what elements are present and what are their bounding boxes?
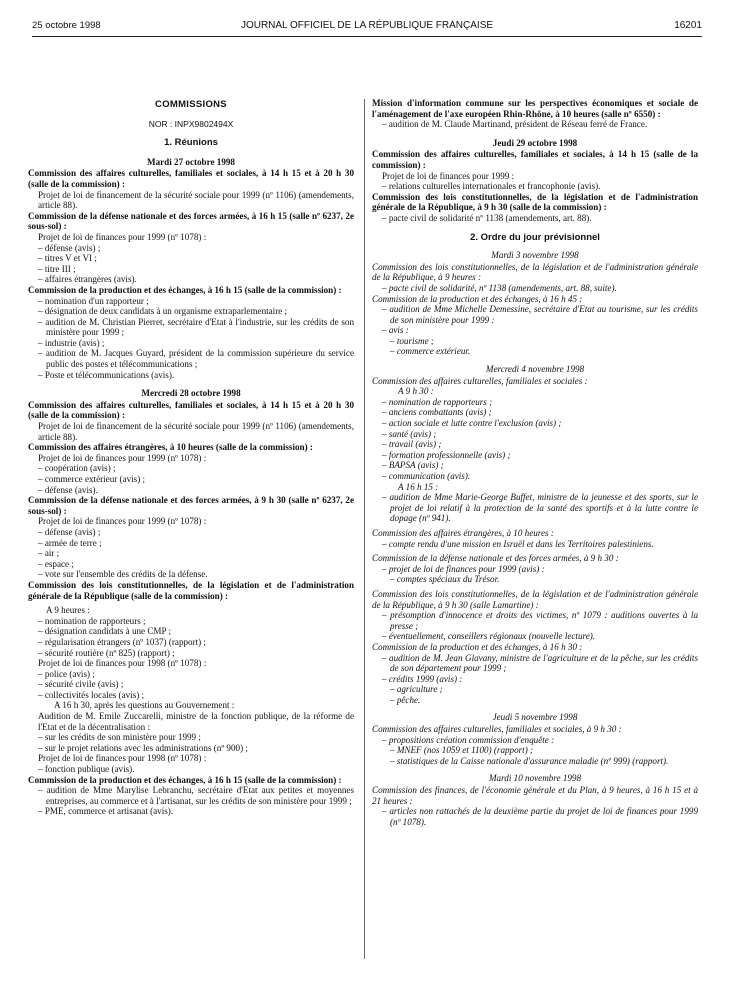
agenda-item: – défense (avis) ;	[38, 242, 101, 253]
meeting-entry: Commission des affaires culturelles, familiales et sociales :	[372, 375, 588, 386]
agenda-item: – anciens combattants (avis) ;	[382, 407, 492, 418]
agenda-item: – commerce extérieur (avis) ;	[38, 474, 146, 484]
section-heading-reunions: 1. Réunions	[164, 137, 218, 149]
nor-reference: NOR : INPX9802494X	[148, 118, 234, 129]
agenda-item: – Poste et télécommunications (avis).	[38, 369, 175, 380]
agenda-subitem: – tourisme ;	[390, 335, 434, 346]
meeting-entry: Commission de la défense nationale et des forces armées, à 9 h 30 (salle nº 6237, 2e sous-sol) :	[28, 495, 354, 516]
header-date: 25 octobre 1998	[32, 20, 101, 31]
agenda-item: – BAPSA (avis) ;	[382, 460, 444, 471]
agenda-item: – nomination de rapporteurs ;	[382, 396, 493, 407]
agenda-item: – air ;	[38, 548, 60, 559]
meeting-entry: Commission de la production et des échanges, à 16 h 30 :	[372, 641, 583, 652]
meeting-entry: Commission des affaires culturelles, familiales et sociales, à 9 h 30 :	[372, 724, 622, 735]
agenda-text: Projet de loi de financement de la sécurité sociale pour 1999 (nº 1106) (amendements, article 88).	[38, 421, 354, 442]
agenda-text: Projet de loi de finances pour 1998 (nº 1078) :	[38, 753, 207, 764]
agenda-subitem: – MNEF (nos 1059 et 1100) (rapport) ;	[390, 745, 534, 756]
date-heading: Mercredi 28 octobre 1998	[141, 388, 241, 399]
meeting-entry: Commission des affaires culturelles, familiales et sociales, à 14 h 15 et à 20 h 30 (salle de la commission) :	[28, 399, 354, 421]
agenda-item: – éventuellement, conseillers régionaux (nouvelle lecture).	[382, 631, 596, 642]
date-heading: Mardi 3 novembre 1998	[491, 250, 579, 261]
agenda-item: – avis :	[382, 325, 409, 336]
meeting-entry: Commission de la production et des échanges, à 16 h 45 :	[372, 293, 583, 304]
agenda-item: – espace ;	[38, 558, 74, 569]
meeting-entry: Commission de la défense nationale et des forces armées, à 9 h 30 :	[372, 553, 619, 564]
meeting-entry: Commission de la production et des échanges, à 16 h 15 (salle de la commission) :	[28, 774, 342, 785]
agenda-item: – désignation candidats à une CMP ;	[38, 626, 172, 637]
agenda-subitem: – agriculture ;	[390, 684, 443, 695]
agenda-item: – coopération (avis) ;	[38, 463, 116, 474]
agenda-item: – audition de Mme Marie-George Buffet, ministre de la jeunesse et des sports, sur le projet de loi relatif à la protection de la santé des sportifs et à la lutte contre le dopage (nº 941).	[382, 492, 698, 524]
agenda-item: – défense (avis) ;	[38, 526, 101, 537]
agenda-item: – audition de M. Christian Pierret, secrétaire d'Etat à l'industrie, sur les crédits de son ministère pour 1999 ;	[38, 316, 354, 338]
date-heading: Jeudi 29 octobre 1998	[492, 137, 578, 148]
meeting-entry: Mission d'information commune sur les perspectives économiques et sociale de l'aménagement de l'axe européen Rhin-Rhône, à 10 heures (salle nº 6550) :	[372, 98, 698, 119]
meeting-entry: Commission de la production et des échanges, à 16 h 15 (salle de la commission) :	[28, 284, 342, 295]
agenda-text: Projet de loi de finances pour 1999 (nº 1078) :	[38, 516, 207, 527]
agenda-item: – sur les crédits de son ministère pour 1999 ;	[38, 732, 201, 743]
agenda-item: – vote sur l'ensemble des crédits de la défense.	[38, 569, 208, 580]
agenda-item: – désignation de deux candidats à un organisme extraparlementaire ;	[38, 306, 288, 317]
agenda-subitem: – comptes spéciaux du Trésor.	[390, 574, 500, 585]
meeting-entry: Commission des lois constitutionnelles, de la législation et de l'administration générale de la République (salle de la commission) :	[28, 579, 354, 601]
right-column	[372, 98, 698, 827]
agenda-item: – affaires étrangères (avis).	[38, 274, 137, 285]
agenda-item: – sécurité routière (nº 825) (rapport) ;	[38, 647, 175, 658]
time-slot: A 9 heures :	[46, 605, 90, 616]
header-journal-title: JOURNAL OFFICIEL DE LA RÉPUBLIQUE FRANÇAISE	[240, 20, 494, 31]
agenda-item: – PME, commerce et artisanat (avis).	[38, 806, 174, 817]
agenda-item: – présomption d'innocence et droits des victimes, nº 1079 : auditions ouvertes à la presse ;	[382, 610, 698, 631]
meeting-entry: Commission des lois constitutionnelles, de la législation et de l'administration générale de la République, à 9 heures :	[372, 261, 698, 283]
meeting-entry: Commission des lois constitutionnelles, de la législation et de l'administration générale de la République, à 9 h 30 (salle Lamartine) :	[372, 588, 698, 610]
agenda-item: – audition de Mme Michelle Demessine, secrétaire d'Etat au tourisme, sur les crédits de son ministère pour 1999 :	[382, 304, 698, 325]
section-title: COMMISSIONS	[155, 99, 227, 110]
agenda-item: – santé (avis) ;	[382, 428, 437, 439]
agenda-item: – audition de M. Jean Glavany, ministre de l'agriculture et de la pêche, sur les crédits de son département pour 1999 ;	[382, 652, 698, 674]
column-separator	[364, 99, 365, 959]
meeting-entry: Commission des affaires culturelles, familiales et sociales, à 14 h 15 et à 20 h 30 (salle de la commission) :	[28, 168, 354, 189]
agenda-item: – communication (avis).	[382, 471, 471, 481]
agenda-item: – industrie (avis) ;	[38, 337, 105, 348]
agenda-item: – articles non rattachés de la deuxième partie du projet de loi de finances pour 1999 (nº 1078).	[382, 806, 698, 827]
agenda-item: – travail (avis) ;	[382, 439, 442, 450]
page-header	[32, 20, 702, 34]
agenda-item: – audition de M. Claude Martinand, président de Réseau ferré de France.	[382, 119, 648, 130]
agenda-item: – sécurité civile (avis) ;	[38, 679, 124, 690]
date-heading: Mardi 27 octobre 1998	[147, 156, 235, 167]
agenda-item: – fonction publique (avis).	[38, 764, 135, 775]
date-heading: Mercredi 4 novembre 1998	[485, 364, 585, 375]
agenda-item: – régularisation étrangers (nº 1037) (rapport) ;	[38, 636, 206, 647]
header-page-number: 16201	[674, 20, 702, 31]
meeting-entry: Commission des lois constitutionnelles, de la législation et de l'administration générale de la République, à 9 h 30 (salle de la commission) :	[372, 191, 698, 213]
agenda-text: Projet de loi de finances pour 1998 (nº 1078) :	[38, 658, 207, 669]
agenda-item: – police (avis) ;	[38, 668, 95, 679]
agenda-text: Projet de loi de finances pour 1999 (nº 1078) :	[38, 231, 207, 242]
agenda-item: – armée de terre ;	[38, 537, 102, 548]
agenda-item: – sur le projet relations avec les administrations (nº 900) ;	[38, 742, 248, 753]
agenda-subitem: – commerce extérieur.	[390, 346, 471, 357]
agenda-item: – action sociale et lutte contre l'exclusion (avis) ;	[382, 418, 562, 429]
header-rule	[32, 36, 702, 37]
date-heading: Mardi 10 novembre 1998	[488, 773, 582, 784]
agenda-item: – crédits 1999 (avis) :	[382, 673, 463, 684]
meeting-entry: Commission des affaires étrangères, à 10 heures (salle de la commission) :	[28, 442, 313, 453]
agenda-item: – propositions création commission d'enquête :	[382, 734, 555, 745]
time-slot: A 9 h 30 :	[398, 386, 434, 397]
agenda-item: – pacte civil de solidarité, nº 1138 (amendements, art. 88, suite).	[382, 282, 617, 293]
agenda-item: – titre III ;	[38, 263, 76, 274]
agenda-item: – nomination de rapporteurs ;	[38, 615, 146, 626]
agenda-text: Projet de loi de finances pour 1999 :	[382, 170, 515, 181]
time-slot: A 16 h 30, après les questions au Gouvernement :	[54, 700, 235, 711]
section-heading-ordre-du-jour: 2. Ordre du jour prévisionnel	[470, 231, 600, 243]
date-heading: Jeudi 5 novembre 1998	[492, 712, 578, 723]
agenda-subitem: – statistiques de la Caisse nationale d'assurance maladie (nº 999) (rapport).	[390, 755, 669, 766]
meeting-entry: Commission des affaires culturelles, familiales et sociales, à 14 h 15 (salle de la commission) :	[372, 149, 698, 170]
agenda-item: – pacte civil de solidarité nº 1138 (amendements, art. 88).	[382, 212, 592, 223]
left-column	[28, 100, 354, 817]
meeting-entry: Commission des affaires étrangères, à 10 heures :	[372, 527, 554, 538]
agenda-item: – défense (avis).	[38, 484, 98, 495]
time-slot: A 16 h 15 :	[398, 481, 439, 492]
agenda-item: – audition de M. Jacques Guyard, président de la commission supérieure du service public des postes et télécommunications ;	[38, 348, 354, 370]
agenda-text: Projet de loi de financement de la sécurité sociale pour 1999 (nº 1106) (amendements, article 88).	[38, 189, 354, 211]
agenda-item: – compte rendu d'une mission en Israël et dans les Territoires palestiniens.	[382, 538, 654, 549]
agenda-item: – relations culturelles internationales et francophonie (avis).	[382, 181, 601, 192]
agenda-item: – nomination d'un rapporteur ;	[38, 295, 149, 306]
agenda-item: – collectivités locales (avis) ;	[38, 689, 145, 700]
meeting-entry: Commission des finances, de l'économie générale et du Plan, à 9 heures, à 16 h 15 et à 21 heures :	[372, 785, 698, 806]
agenda-item: – formation professionnelle (avis) ;	[382, 449, 511, 460]
meeting-entry: Commission de la défense nationale et des forces armées, à 16 h 15 (salle nº 6237, 2e sous-sol) :	[28, 210, 354, 232]
agenda-text: Audition de M. Emile Zuccarelli, ministre de la fonction publique, de la réforme de l'Etat et de la décentralisation :	[38, 711, 354, 732]
agenda-item: – audition de Mme Marylise Lebranchu, secrétaire d'Etat aux petites et moyennes entreprises, au commerce et à l'artisanat, sur les crédits de son ministère pour 1999 ;	[38, 785, 354, 806]
agenda-text: Projet de loi de finances pour 1999 (nº 1078) :	[38, 452, 207, 463]
agenda-subitem: – pêche.	[390, 694, 421, 705]
agenda-item: – titres V et VI ;	[38, 253, 97, 264]
agenda-item: – projet de loi de finances pour 1999 (avis) :	[382, 563, 545, 574]
